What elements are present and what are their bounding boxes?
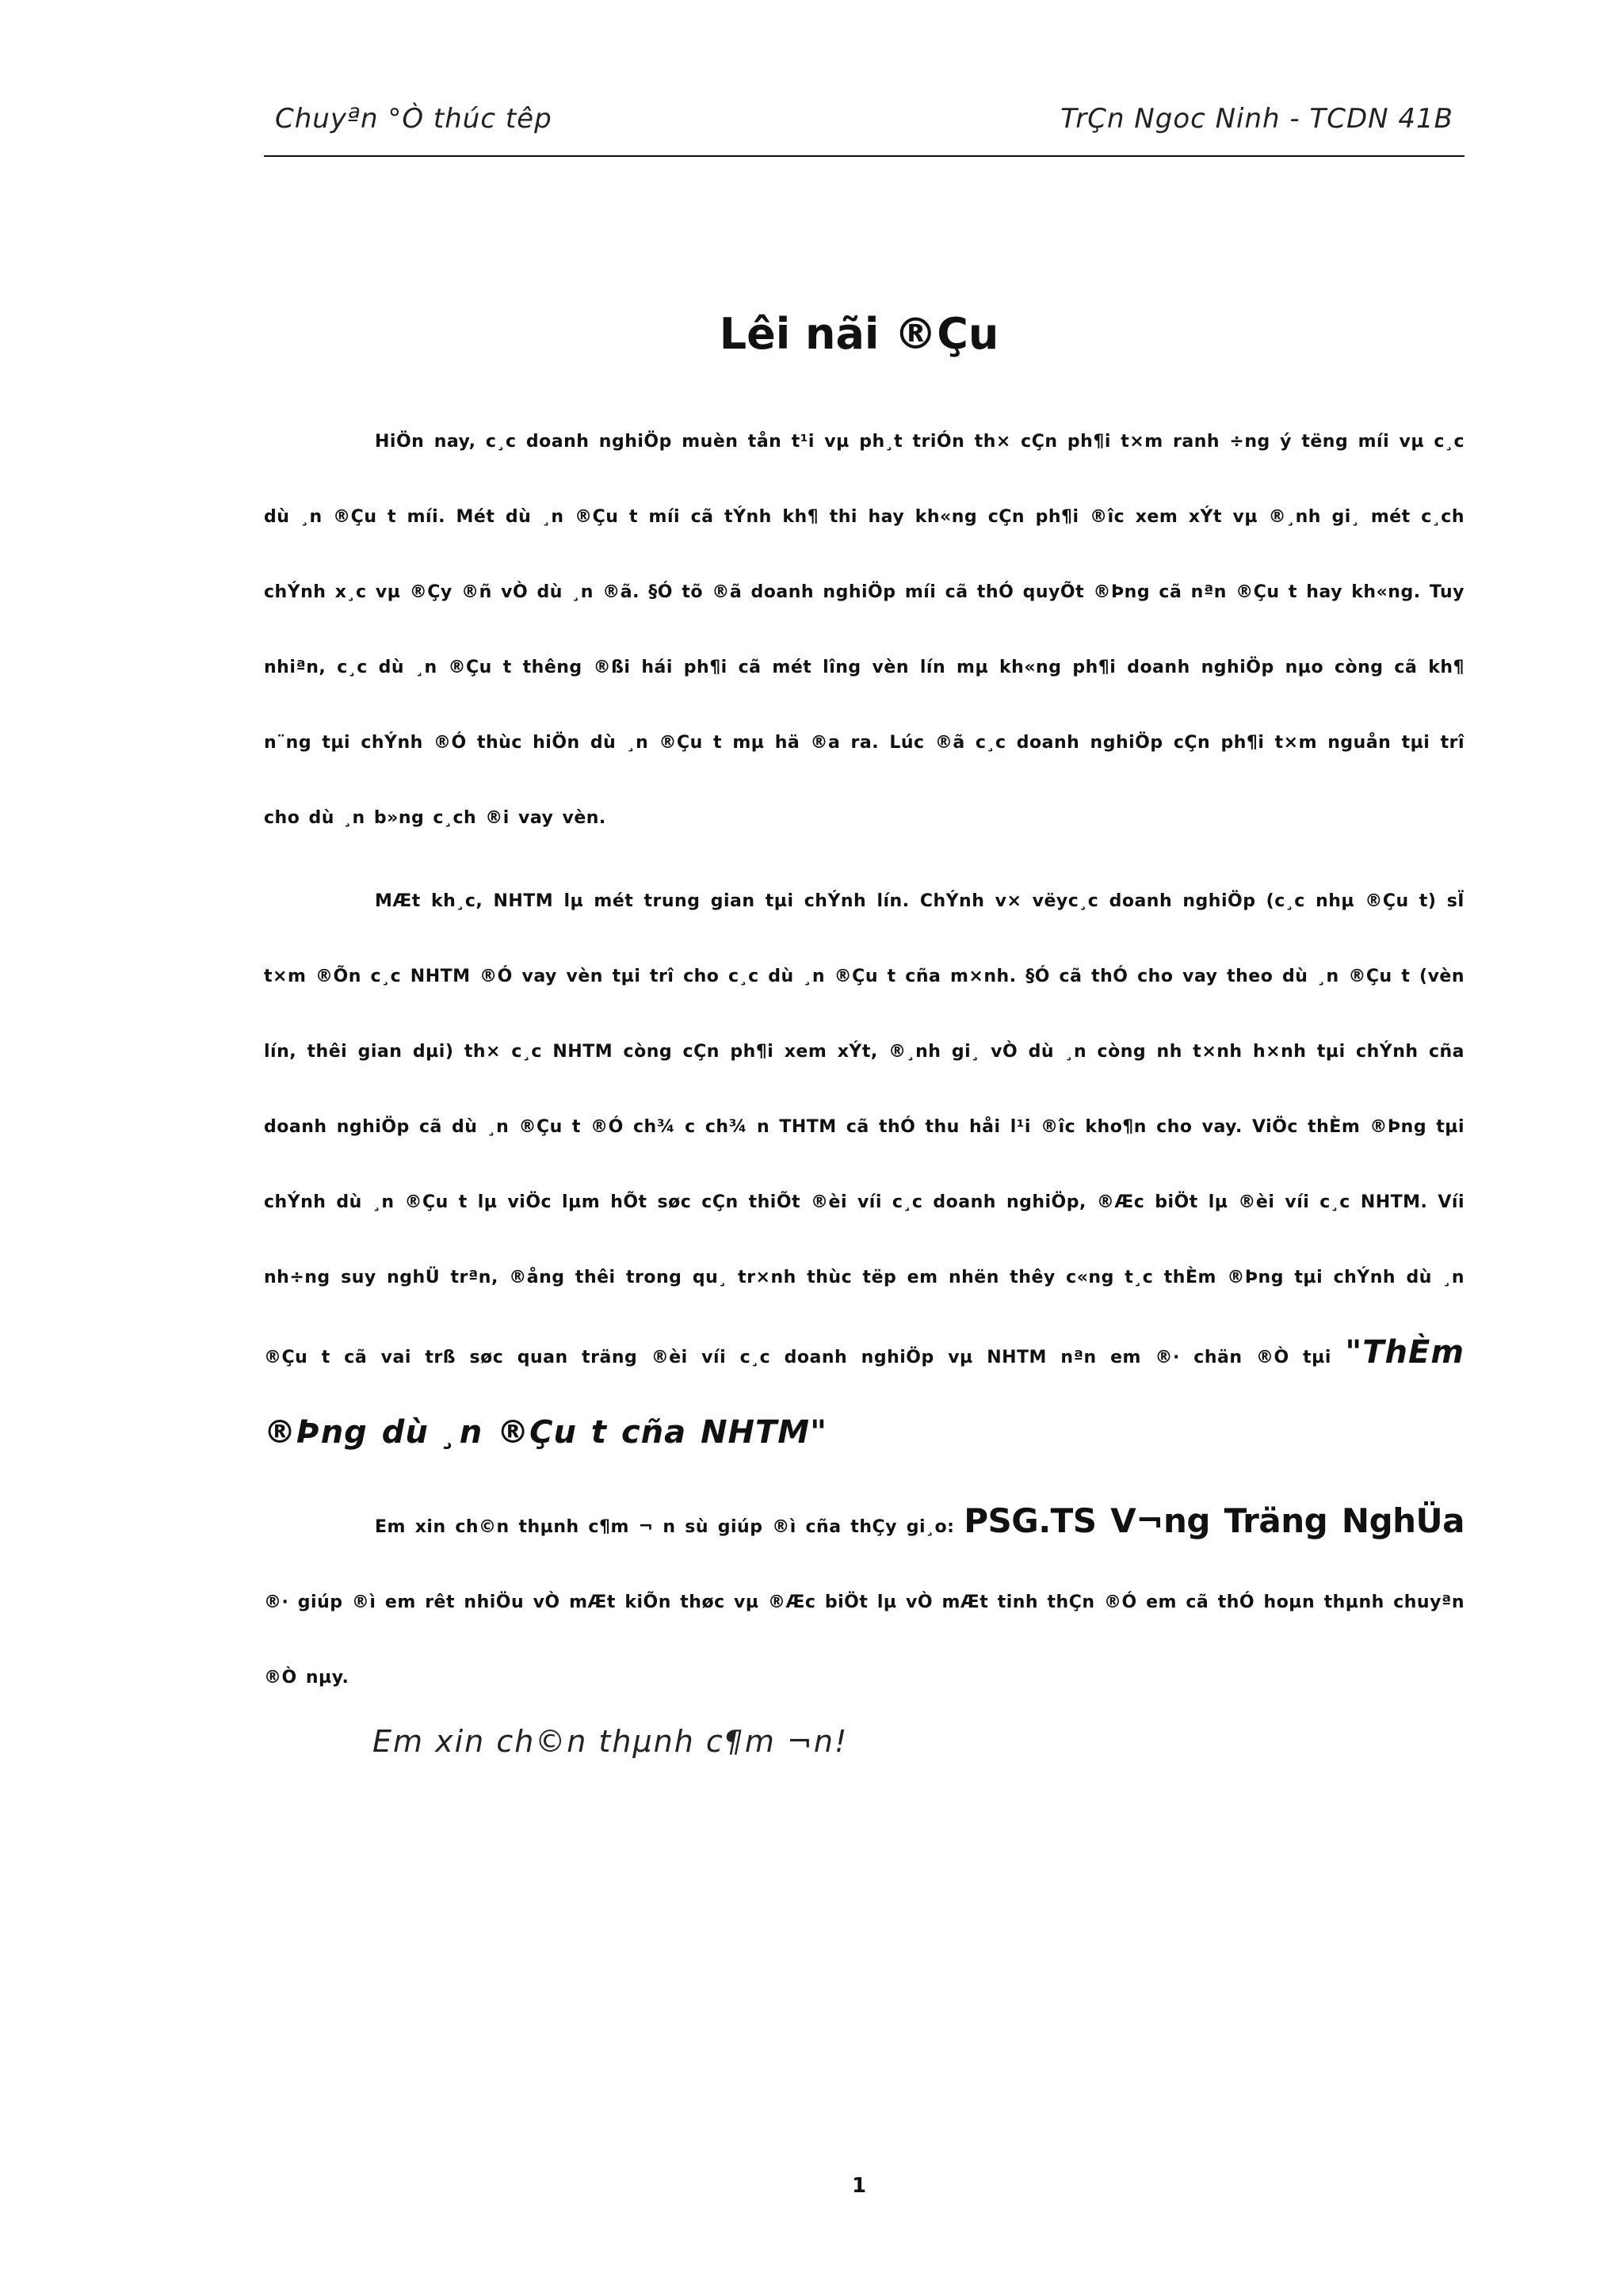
header-topic: Chuyªn °Ò thúc têp [275,103,552,135]
page-title: Lêi nãi ®Çu [719,309,999,359]
paragraph-1 [264,404,1465,856]
paragraph-3-text: Em xin ch©n thµnh c¶m ¬ n sù giúp ®ì cña thÇy gi¸o: [375,1517,955,1537]
paragraph-2 [264,864,1465,1475]
paragraph-1-text: HiÖn nay, c¸c doanh nghiÖp muèn tån t¹i vµ ph¸t triÓn th× cÇn ph¶i t×m ranh ÷ng ý tëng míi vµ c¸c dù ¸n ®Çu t míi. Mét dù ¸n ®Çu t míi cã tÝnh kh¶ thi hay kh«ng cÇn ph¶i ®îc xem xÝt vµ ®¸nh gi¸ mét c¸ch chÝnh x¸c vµ ®Çy ®ñ vÒ dù ¸n ®ã. §Ó tõ ®ã doanh nghiÖp míi cã thÓ quyÕt ®Þng cã nªn ®Çu t hay kh«ng. Tuy nhiªn, c¸c dù ¸n ®Çu t thêng ®ßi hái ph¶i cã mét lîng vèn lín mµ kh«ng ph¶i doanh nghiÖp nµo còng cã kh¶ n¨ng tµi chÝnh ®Ó thùc hiÖn dù ¸n ®Çu t mµ hä ®a ra. Lúc ®ã c¸c doanh nghiÖp cÇn ph¶i t×m nguån tµi trî cho dù ¸n b»ng c¸ch ®i vay vèn. [264,432,1465,828]
paragraph-2-text: MÆt kh¸c, NHTM lµ mét trung gian tµi chÝnh lín. ChÝnh v× vëyc¸c doanh nghiÖp (c¸c nhµ ®Çu t) sÏ t×m ®Õn c¸c NHTM ®Ó vay vèn tµi trî cho c¸c dù ¸n ®Çu t cña m×nh. §Ó cã thÓ cho vay theo dù ¸n ®Çu t (vèn lín, thêi gian dµi) th× c¸c NHTM còng cÇn ph¶i xem xÝt, ®¸nh gi¸ vÒ dù ¸n còng nh t×nh h×nh tµi chÝnh cña doanh nghiÖp cã dù ¸n ®Çu t ®Ó ch¾ c ch¾ n THTM cã thÓ thu håi l¹i ®îc kho¶n cho vay. ViÖc thÈm ®Þng tµi chÝnh dù ¸n ®Çu t lµ viÖc lµm hÕt søc cÇn thiÕt ®èi víi c¸c doanh nghiÖp, ®Æc biÖt lµ ®èi víi c¸c NHTM. Víi nh÷ng suy nghÜ trªn, ®ång thêi trong qu¸ tr×nh thùc tëp em nhën thêy c«ng t¸c thÈm ®Þng tµi chÝnh dù ¸n ®Çu t cã vai trß søc quan träng ®èi víi c¸c doanh nghiÖp vµ NHTM nªn em ®· chän ®Ò tµi [264,891,1465,1367]
paragraph-3-tail: ®· giúp ®ì em rêt nhiÖu vÒ mÆt kiÕn thøc vµ ®Æc biÖt lµ vÒ mÆt tinh thÇn ®Ó em cã thÓ hoµn thµnh chuyªn ®Ò nµy. [264,1592,1465,1688]
page-number: 1 [851,2174,867,2198]
paragraph-3 [264,1483,1465,1715]
page-header [264,103,1465,141]
header-author: TrÇn Ngoc Ninh - TCDN 41B [1060,103,1453,135]
document-body [264,404,1465,1715]
thesis-topic-title: "ThÈm ®Þng dù ¸n ®Çu t cña NHTM" [264,1334,1465,1451]
closing-thanks: Em xin ch©n thµnh c¶m ¬n! [372,1724,849,1759]
header-divider [264,155,1465,157]
advisor-name: PSG.TS V¬ng Träng NghÜa [964,1501,1465,1540]
